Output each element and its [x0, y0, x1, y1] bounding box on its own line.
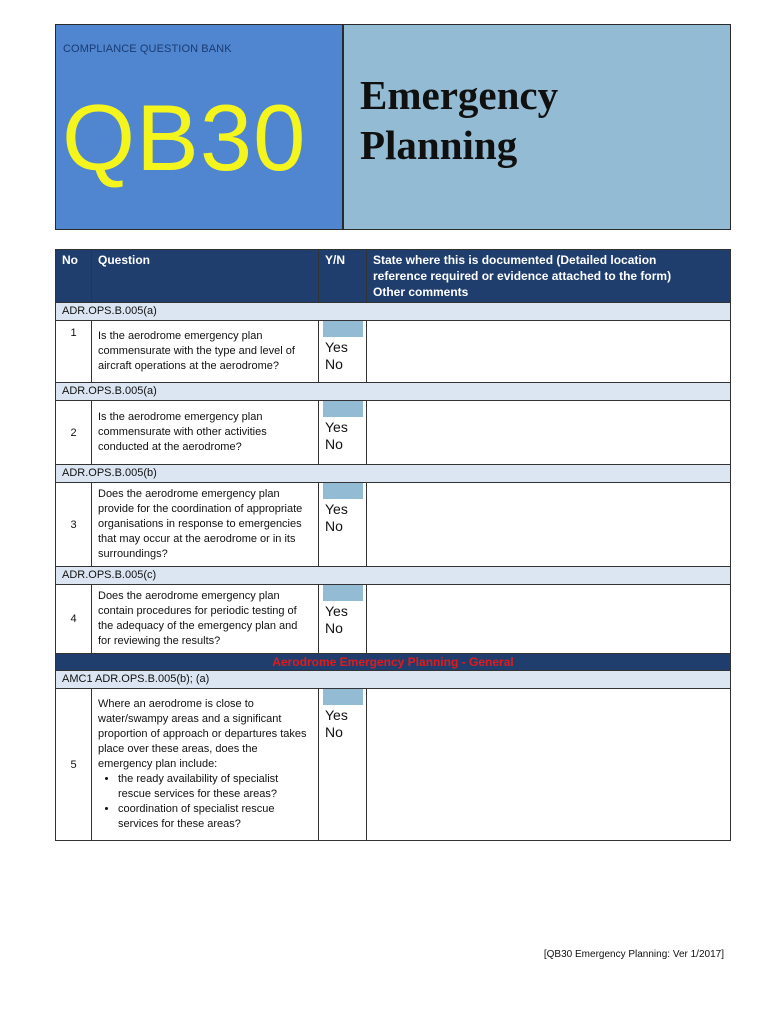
banner-code-panel [56, 25, 342, 229]
reference-row [56, 671, 731, 689]
table-header-row [56, 250, 731, 303]
regulation-reference: ADR.OPS.B.005(c) [56, 567, 731, 585]
header-banner [55, 24, 731, 230]
section-title: Aerodrome Emergency Planning - General [56, 654, 731, 671]
question-row [56, 585, 731, 654]
yes-no-cell [319, 401, 367, 465]
yes-option[interactable]: Yes [325, 419, 348, 435]
yes-no-input[interactable] [323, 585, 363, 601]
reference-row [56, 303, 731, 321]
question-number: 5 [56, 689, 92, 841]
question-row [56, 483, 731, 567]
question-number: 1 [56, 321, 92, 383]
question-number: 2 [56, 401, 92, 465]
regulation-reference: ADR.OPS.B.005(a) [56, 303, 731, 321]
regulation-reference: ADR.OPS.B.005(b) [56, 465, 731, 483]
no-option[interactable]: No [325, 620, 343, 636]
reference-row [56, 465, 731, 483]
regulation-reference: ADR.OPS.B.005(a) [56, 383, 731, 401]
regulation-reference: AMC1 ADR.OPS.B.005(b); (a) [56, 671, 731, 689]
question-row [56, 689, 731, 841]
question-text: Does the aerodrome emergency plan contain procedures for periodic testing of the adequacy of the emergency plan and for reviewing the results? [92, 585, 319, 654]
yes-no-input[interactable] [323, 321, 363, 337]
question-intro: Where an aerodrome is close to water/swampy areas and a significant proportion of approach or departures takes place over these areas, does the emergency plan include: [98, 698, 307, 770]
question-row [56, 321, 731, 383]
question-text: Does the aerodrome emergency plan provide for the coordination of appropriate organisations in response to emergencies that may occur at the aerodrome or in its surroundings? [92, 483, 319, 567]
no-option[interactable]: No [325, 724, 343, 740]
header-comments-line: State where this is documented (Detailed location [373, 253, 657, 267]
yes-no-input[interactable] [323, 689, 363, 705]
comments-field[interactable] [367, 401, 731, 465]
title-line-1: Emergency [360, 72, 559, 118]
question-table [55, 249, 731, 841]
header-no: No [56, 250, 92, 303]
yes-no-cell [319, 321, 367, 383]
yes-no-cell [319, 689, 367, 841]
title-line-2: Planning [360, 122, 518, 168]
comments-field[interactable] [367, 585, 731, 654]
question-text: Is the aerodrome emergency plan commensurate with other activities conducted at the aerodrome? [92, 401, 319, 465]
yes-no-cell [319, 585, 367, 654]
no-option[interactable]: No [325, 356, 343, 372]
yes-option[interactable]: Yes [325, 501, 348, 517]
reference-row [56, 383, 731, 401]
question-number: 4 [56, 585, 92, 654]
question-bullet: • the ready availability of specialist rescue services for these areas? [118, 772, 312, 802]
question-bank-label: COMPLIANCE QUESTION BANK [63, 43, 232, 55]
header-comments-line: Other comments [373, 285, 469, 299]
question-text [92, 689, 319, 841]
header-question: Question [92, 250, 319, 303]
comments-field[interactable] [367, 483, 731, 567]
yes-option[interactable]: Yes [325, 339, 348, 355]
banner-title-panel [344, 25, 730, 229]
section-header-row [56, 654, 731, 671]
comments-field[interactable] [367, 321, 731, 383]
question-bank-code: QB30 [62, 85, 307, 190]
question-bullet: • coordination of specialist rescue services for these areas? [118, 802, 312, 832]
yes-option[interactable]: Yes [325, 707, 348, 723]
question-row [56, 401, 731, 465]
question-number: 3 [56, 483, 92, 567]
page-title [360, 70, 558, 170]
yes-no-input[interactable] [323, 483, 363, 499]
no-option[interactable]: No [325, 436, 343, 452]
comments-field[interactable] [367, 689, 731, 841]
question-bullet-list [98, 772, 312, 832]
header-comments [367, 250, 731, 303]
yes-no-cell [319, 483, 367, 567]
document-footer: [QB30 Emergency Planning: Ver 1/2017] [543, 949, 724, 960]
question-text: Is the aerodrome emergency plan commensurate with the type and level of aircraft operations at the aerodrome? [92, 321, 319, 383]
header-comments-line: reference required or evidence attached to the form) [373, 269, 672, 283]
yes-no-input[interactable] [323, 401, 363, 417]
reference-row [56, 567, 731, 585]
no-option[interactable]: No [325, 518, 343, 534]
header-yn: Y/N [319, 250, 367, 303]
yes-option[interactable]: Yes [325, 603, 348, 619]
